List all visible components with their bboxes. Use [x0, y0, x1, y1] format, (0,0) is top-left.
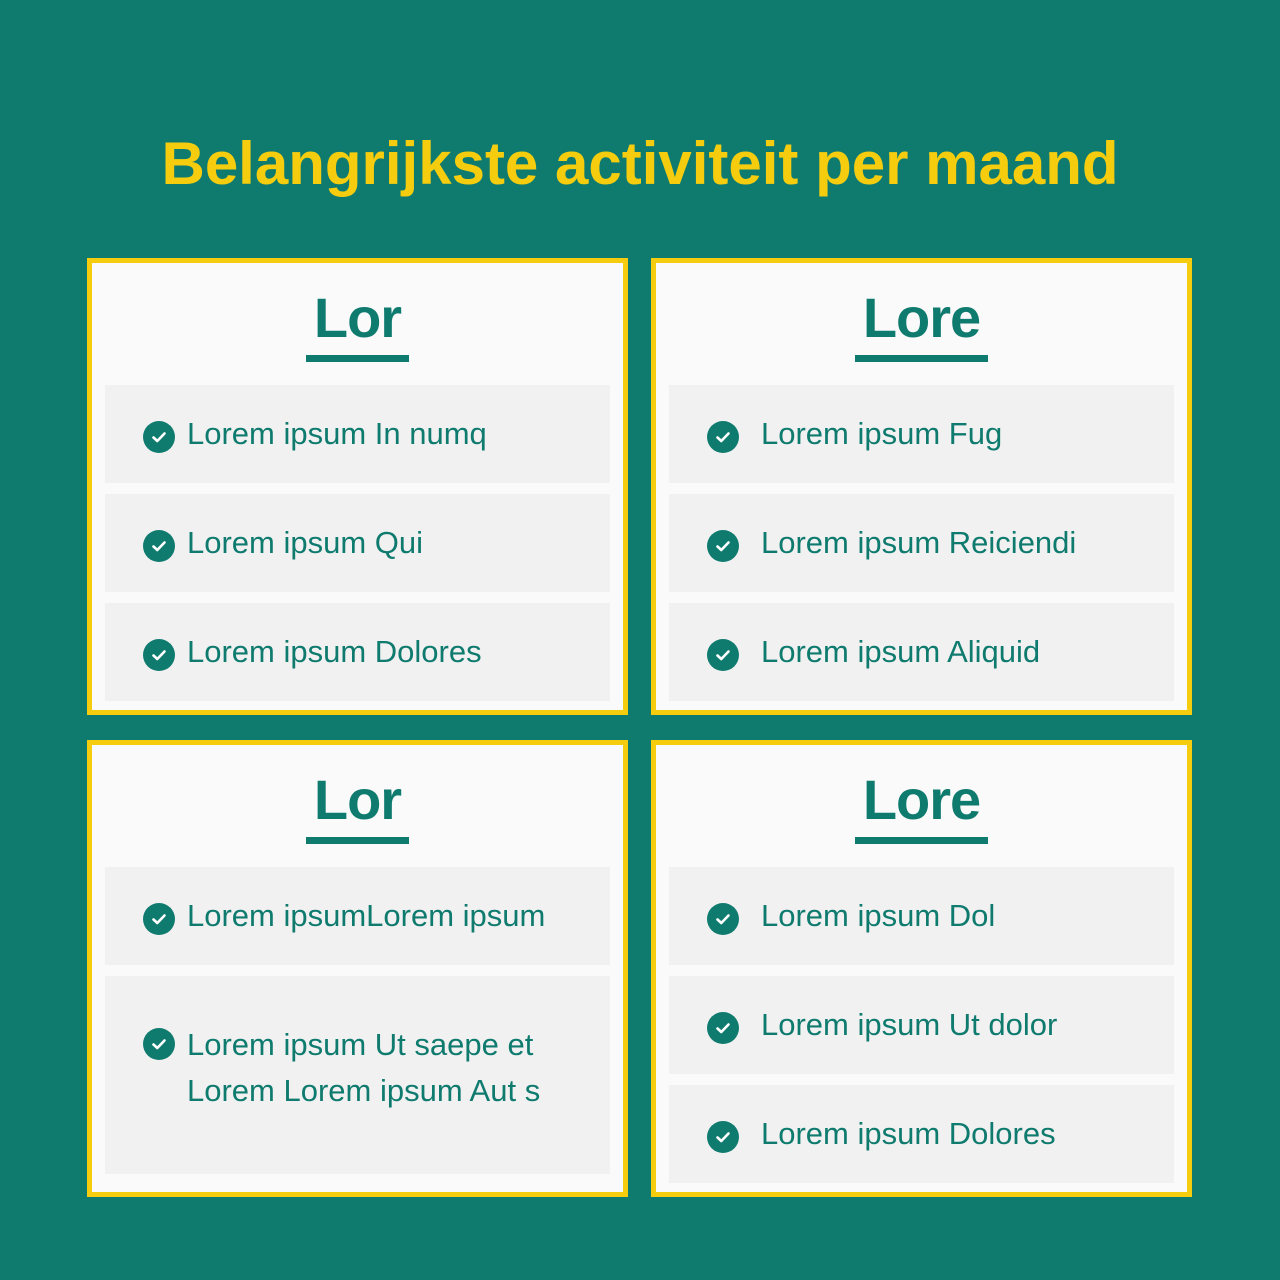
list-item: [105, 494, 610, 592]
card-title: Lore: [855, 285, 988, 362]
list-item: [669, 385, 1174, 483]
list-item-label: Lorem ipsum Aliquid: [761, 634, 1041, 669]
activity-grid: [87, 258, 1193, 1198]
card-title: Lor: [306, 285, 409, 362]
check-circle-icon: [707, 903, 739, 935]
check-circle-icon: [143, 421, 175, 453]
card-header: [656, 285, 1187, 362]
card-header: [92, 285, 623, 362]
card-title: Lor: [306, 767, 409, 844]
check-circle-icon: [143, 530, 175, 562]
list-item: [105, 867, 610, 965]
card-item-list: [105, 867, 610, 1185]
list-item-label: Lorem ipsum Dolores: [187, 634, 482, 669]
list-item-label: Lorem ipsum Ut dolor: [761, 1007, 1058, 1042]
month-card-4: [651, 740, 1192, 1197]
list-item: [669, 603, 1174, 701]
list-item-label: Lorem ipsum Fug: [761, 416, 1003, 451]
list-item-label: Lorem ipsum Dolores: [761, 1116, 1056, 1151]
check-circle-icon: [707, 1012, 739, 1044]
check-circle-icon: [707, 639, 739, 671]
list-item-label: Lorem ipsumLorem ipsum: [187, 898, 546, 933]
card-item-list: [669, 867, 1174, 1194]
check-circle-icon: [143, 903, 175, 935]
list-item-label: Lorem ipsum In numq: [187, 416, 487, 451]
list-item: [105, 976, 610, 1174]
card-header: [656, 767, 1187, 844]
list-item: [669, 867, 1174, 965]
list-item: [669, 494, 1174, 592]
check-circle-icon: [143, 639, 175, 671]
card-item-list: [105, 385, 610, 712]
list-item-label: Lorem ipsum Qui: [187, 525, 424, 560]
list-item-label: Lorem ipsum Reiciendi: [761, 525, 1077, 560]
check-circle-icon: [707, 530, 739, 562]
check-circle-icon: [707, 1121, 739, 1153]
month-card-2: [651, 258, 1192, 715]
list-item-label: Lorem ipsum Ut saepe et Lorem Lorem ipsum Aut s: [187, 1027, 541, 1108]
month-card-1: [87, 258, 628, 715]
month-card-3: [87, 740, 628, 1197]
check-circle-icon: [143, 1028, 175, 1060]
list-item: [105, 385, 610, 483]
check-circle-icon: [707, 421, 739, 453]
list-item: [669, 976, 1174, 1074]
card-item-list: [669, 385, 1174, 712]
card-title: Lore: [855, 767, 988, 844]
list-item: [669, 1085, 1174, 1183]
list-item: [105, 603, 610, 701]
card-header: [92, 767, 623, 844]
list-item-label: Lorem ipsum Dol: [761, 898, 996, 933]
page-title: Belangrijkste activiteit per maand: [161, 130, 1119, 197]
